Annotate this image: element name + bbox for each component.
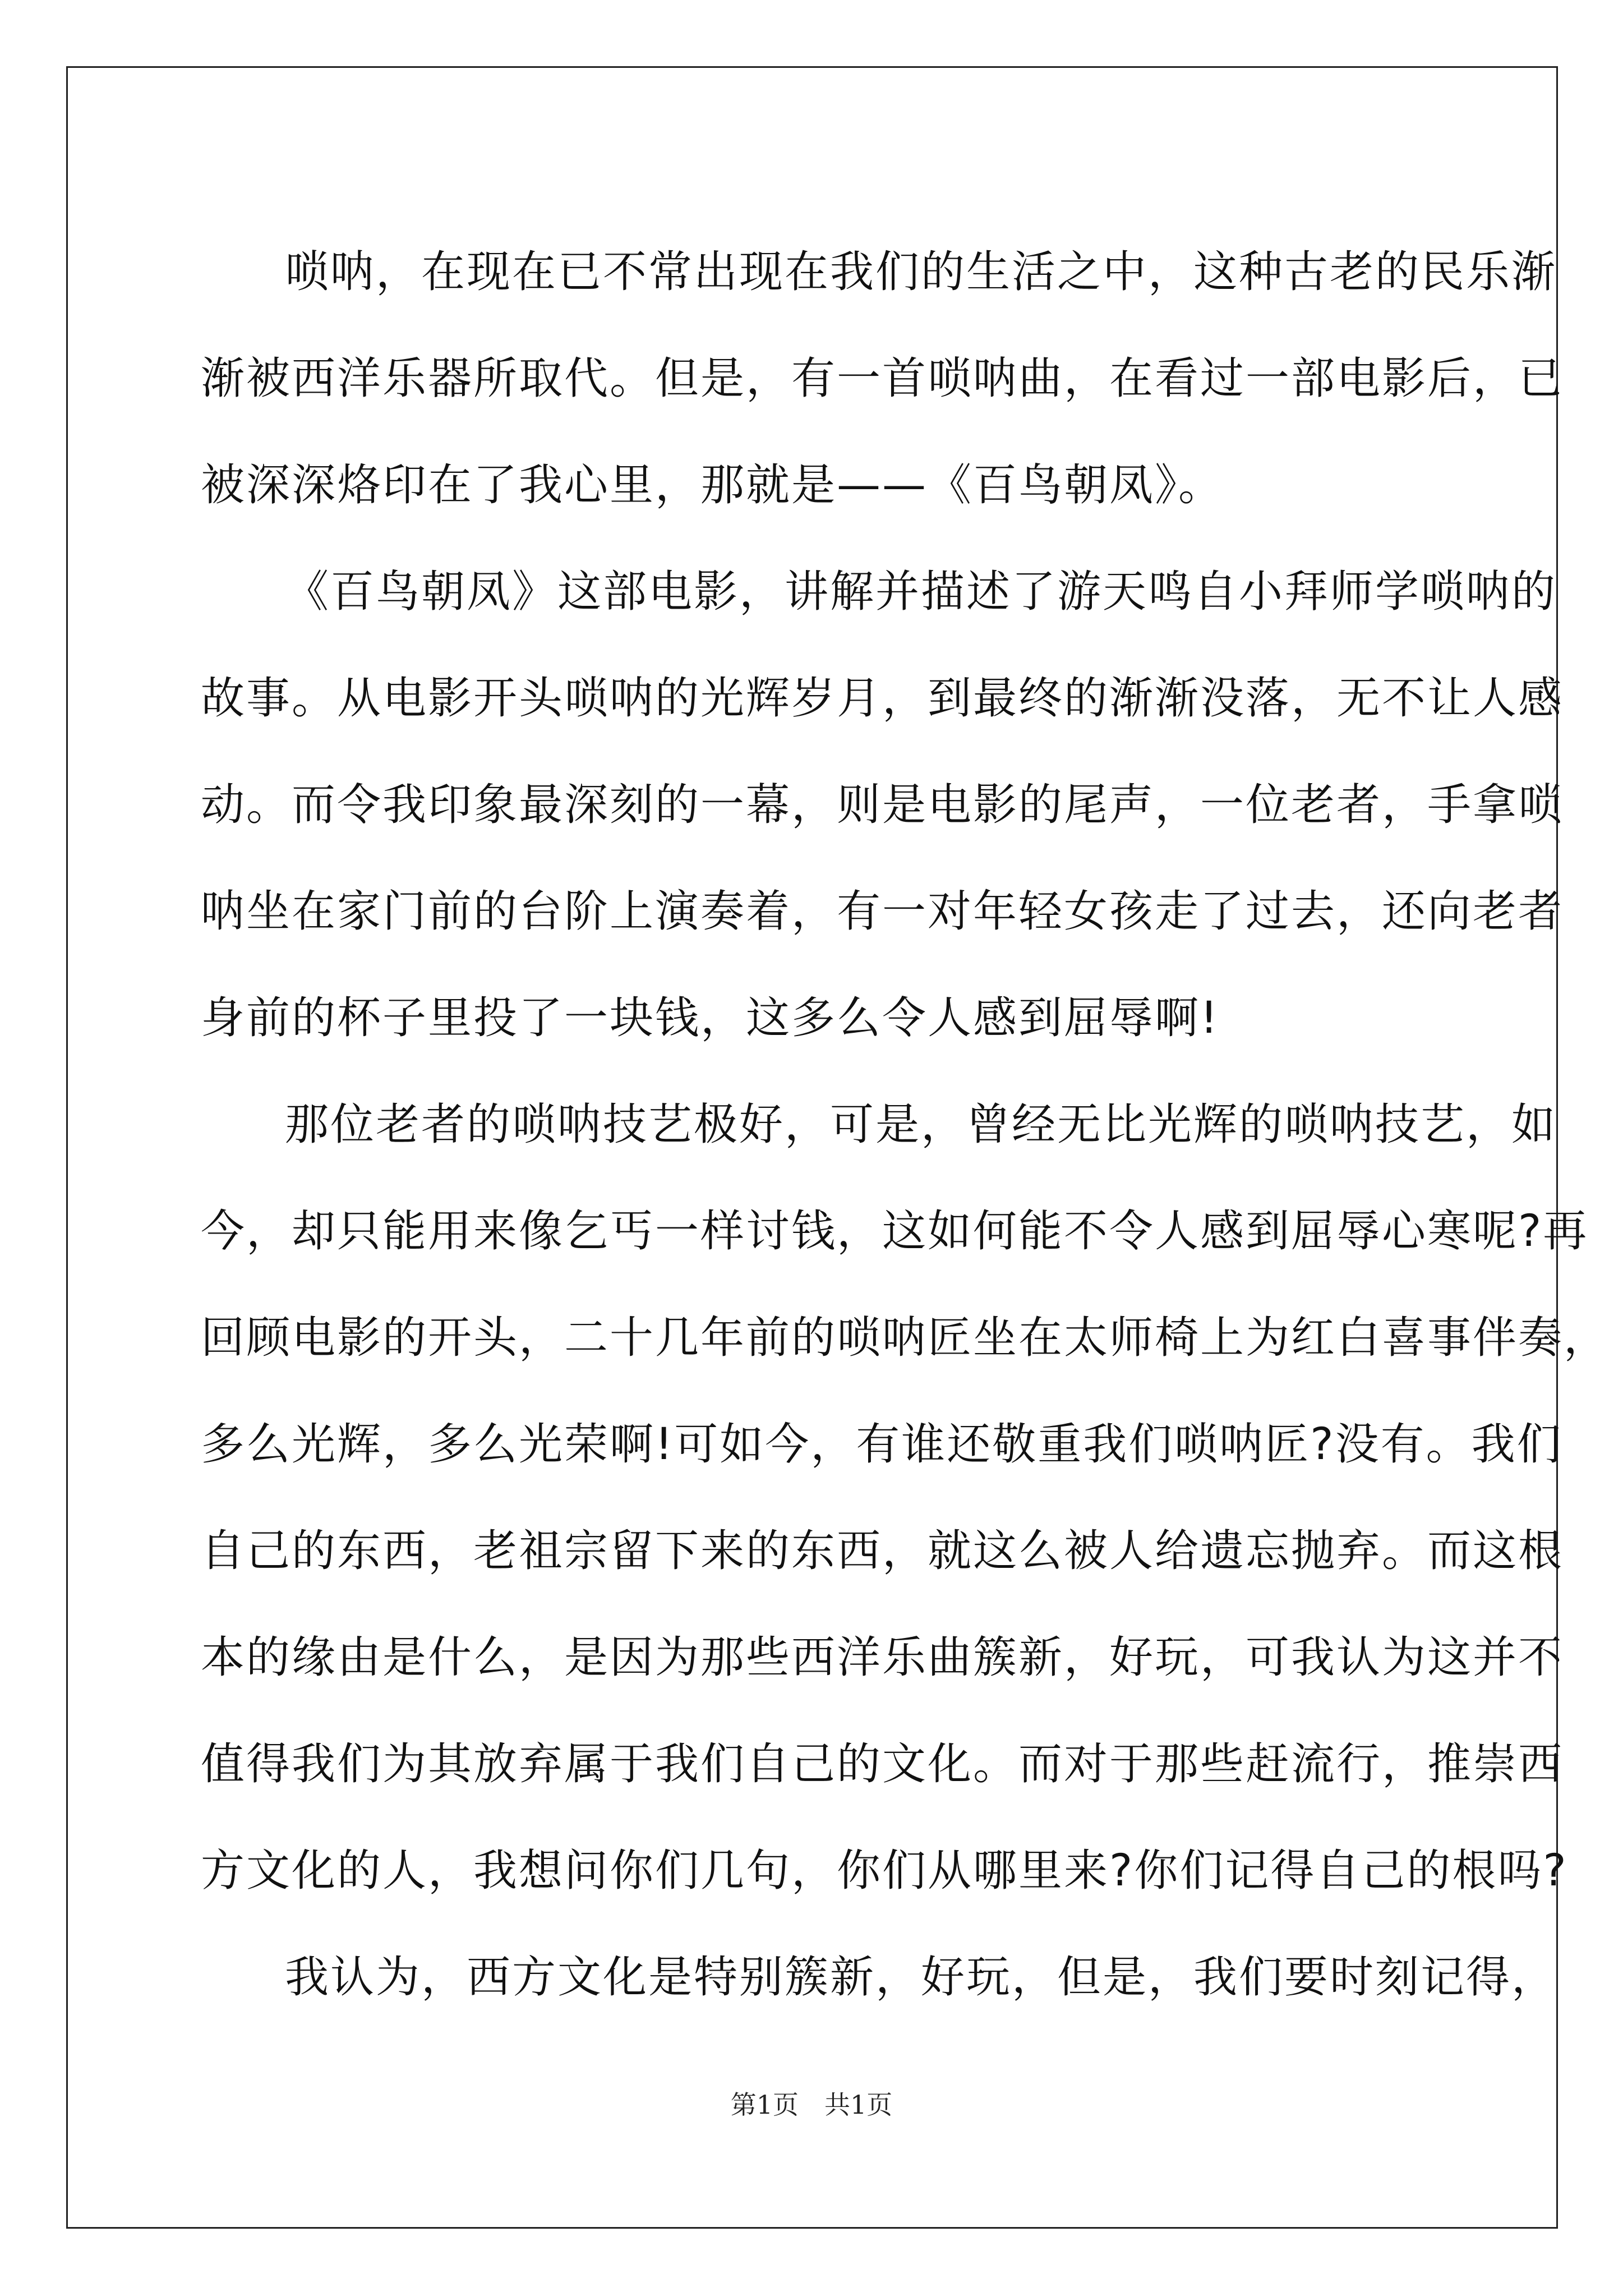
page-number-footer: 第1页 共1页 — [730, 2090, 893, 2120]
text-line: 唢呐，在现在已不常出现在我们的生活之中，这种古老的民乐渐 — [285, 247, 1557, 297]
text-line: 被深深烙印在了我心里，那就是——《百鸟朝凤》。 — [201, 460, 1224, 510]
text-line: 那位老者的唢呐技艺极好，可是，曾经无比光辉的唢呐技艺，如 — [285, 1099, 1557, 1150]
text-line: 多么光辉，多么光荣啊!可如今，有谁还敬重我们唢呐匠?没有。我们 — [201, 1419, 1562, 1470]
text-line: 呐坐在家门前的台阶上演奏着，有一对年轻女孩走了过去，还向老者 — [201, 886, 1564, 937]
text-line: 方文化的人，我想问你们几句，你们从哪里来?你们记得自己的根吗? — [201, 1846, 1568, 1896]
text-line: 今，却只能用来像乞丐一样讨钱，这如何能不令人感到屈辱心寒呢?再 — [201, 1206, 1589, 1257]
text-line: 值得我们为其放弃属于我们自己的文化。而对于那些赶流行，推崇西 — [201, 1739, 1564, 1789]
text-line: 回顾电影的开头，二十几年前的唢呐匠坐在太师椅上为红白喜事伴奏， — [201, 1313, 1610, 1363]
text-line: 故事。从电影开头唢呐的光辉岁月，到最终的渐渐没落，无不让人感 — [201, 673, 1564, 724]
text-line: 渐被西洋乐器所取代。但是，有一首唢呐曲，在看过一部电影后，已 — [201, 353, 1564, 404]
text-line: 自己的东西，老祖宗留下来的东西，就这么被人给遗忘抛弃。而这根 — [201, 1526, 1564, 1576]
text-line: 《百鸟朝凤》这部电影，讲解并描述了游天鸣自小拜师学唢呐的 — [285, 567, 1557, 617]
text-line: 我认为，西方文化是特别簇新，好玩，但是，我们要时刻记得， — [285, 1952, 1557, 2003]
text-line: 动。而令我印象最深刻的一幕，则是电影的尾声，一位老者，手拿唢 — [201, 780, 1564, 830]
text-line: 身前的杯子里投了一块钱，这多么令人感到屈辱啊! — [201, 993, 1220, 1043]
document-body — [201, 219, 1610, 2031]
text-line: 本的缘由是什么，是因为那些西洋乐曲簇新，好玩，可我认为这并不 — [201, 1632, 1564, 1683]
